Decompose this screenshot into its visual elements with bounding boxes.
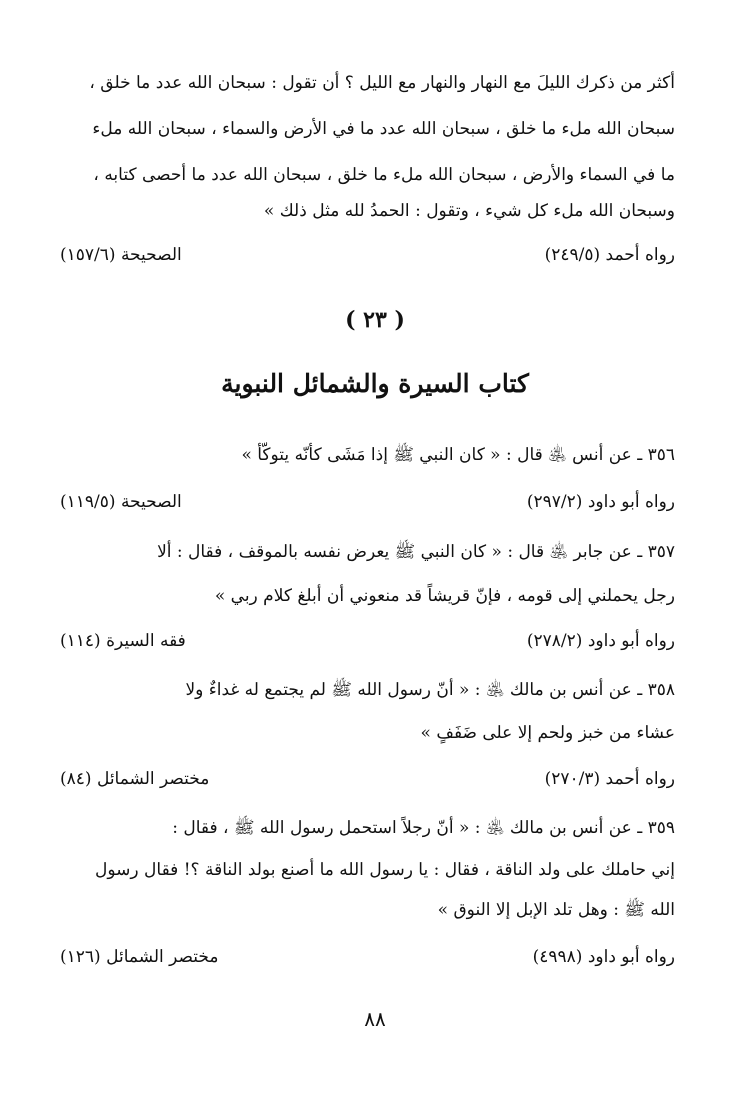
hadith-line: ٣٥٨ ـ عن أنس بن مالك ﵁ : « أنّ رسول الله ﷺ لم يجتمع له غداءٌ ولا (185, 680, 675, 700)
citation-reference: مختصر الشمائل (١٢٦) (60, 947, 219, 967)
text-line: ما في السماء والأرض ، سبحان الله ملء ما خلق ، سبحان الله عدد ما أحصى كتابه ، (93, 165, 675, 185)
page-number: ٨٨ (364, 1007, 386, 1031)
citation-reference: فقه السيرة (١١٤) (60, 631, 186, 651)
hadith-line: عشاء من خبز ولحم إلا على ضَفَفٍ » (420, 723, 675, 743)
hadith-line: ٣٥٩ ـ عن أنس بن مالك ﵁ : « أنّ رجلاً استحمل رسول الله ﷺ ، فقال : (172, 818, 675, 838)
text-line: أكثر من ذكرك الليلَ مع النهار والنهار مع الليل ؟ أن تقول : سبحان الله عدد ما خلق ، (89, 73, 675, 93)
hadith-line: ٣٥٦ ـ عن أنس ﵁ قال : « كان النبي ﷺ إذا مَشَى كأنّه يتوكّأ » (241, 445, 675, 465)
reference-row (60, 487, 675, 517)
source-reference: رواه أبو داود (٤٩٩٨) (532, 947, 675, 967)
source-reference: رواه أبو داود (٢٩٧/٢) (526, 492, 675, 512)
hadith-line: ٣٥٧ ـ عن جابر ﵁ قال : « كان النبي ﷺ يعرض نفسه بالموقف ، فقال : ألا (157, 542, 675, 562)
source-reference: رواه أحمد (٢٧٠/٣) (544, 769, 675, 789)
chapter-title: كتاب السيرة والشمائل النبوية (221, 369, 529, 398)
reference-row (60, 626, 675, 656)
reference-row (60, 764, 675, 794)
text-line: وسبحان الله ملء كل شيء ، وتقول : الحمدُ لله مثل ذلك » (263, 201, 675, 221)
citation-reference: مختصر الشمائل (٨٤) (60, 769, 210, 789)
source-reference: رواه أحمد (٢٤٩/٥) (544, 245, 675, 265)
chapter-number: ( ٢٣ ) (345, 307, 405, 333)
reference-row (60, 240, 675, 270)
source-reference: رواه أبو داود (٢٧٨/٢) (526, 631, 675, 651)
hadith-line: رجل يحملني إلى قومه ، فإنّ قريشاً قد منعوني أن أبلغ كلام ربي » (214, 586, 675, 606)
hadith-line: إني حاملك على ولد الناقة ، فقال : يا رسول الله ما أصنع بولد الناقة ؟! فقال رسول (95, 860, 675, 880)
citation-reference: الصحيحة (١٥٧/٦) (60, 245, 182, 265)
citation-reference: الصحيحة (١١٩/٥) (60, 492, 182, 512)
hadith-line: الله ﷺ : وهل تلد الإبل إلا النوق » (437, 900, 675, 920)
text-line: سبحان الله ملء ما خلق ، سبحان الله عدد ما في الأرض والسماء ، سبحان الله ملء (92, 119, 675, 139)
reference-row (60, 942, 675, 972)
